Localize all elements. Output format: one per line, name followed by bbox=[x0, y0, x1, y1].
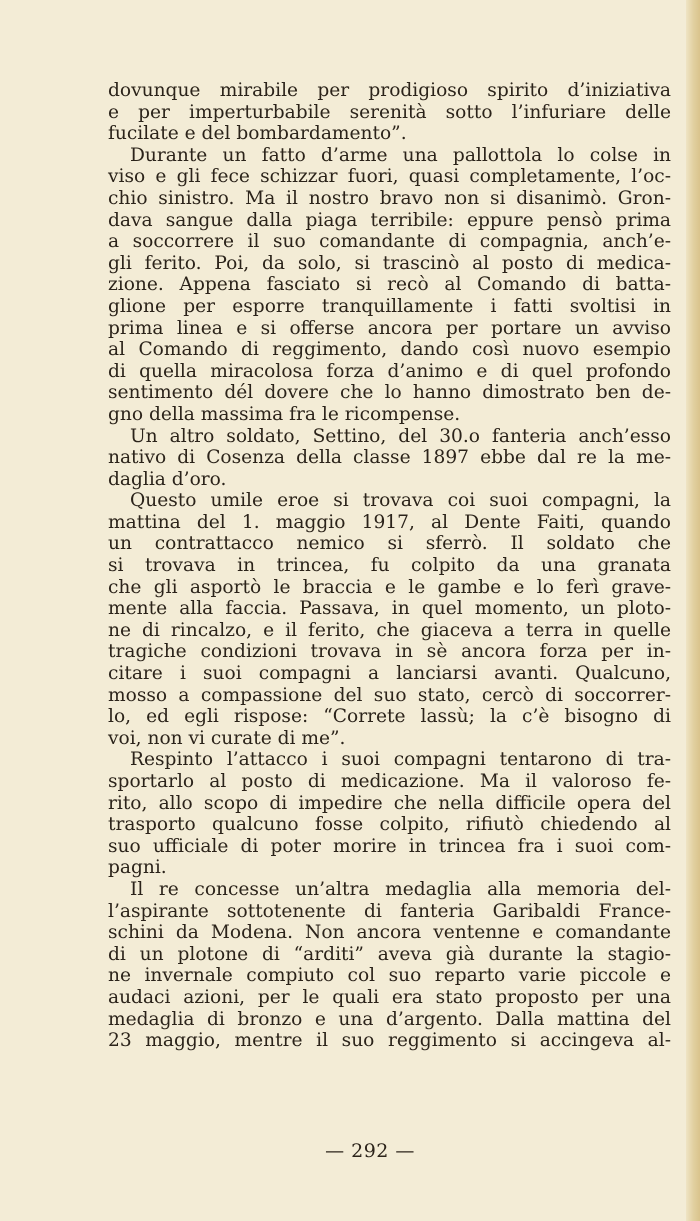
text-line: pagni. bbox=[108, 857, 167, 879]
text-line: e per imperturbabile serenità sotto l’infuriare delle bbox=[108, 101, 671, 123]
text-line: trasporto qualcuno fosse colpito, rifiutò chiedendo al bbox=[108, 814, 671, 836]
text-line: si trovava in trincea, fu colpito da una granata bbox=[108, 555, 671, 577]
text-line: nativo di Cosenza della classe 1897 ebbe dal re la me- bbox=[108, 447, 671, 469]
text-line: prima linea e si offerse ancora per portare un avviso bbox=[108, 317, 671, 339]
text-line: mente alla faccia. Passava, in quel momento, un ploto- bbox=[108, 598, 671, 620]
text-line: sportarlo al posto di medicazione. Ma il valoroso fe- bbox=[108, 771, 671, 792]
text-line: Il re concesse un’altra medaglia alla memoria del- bbox=[130, 878, 671, 900]
text-line: che gli asportò le braccia e le gambe e lo ferì grave- bbox=[108, 576, 671, 598]
text-line: chio sinistro. Ma il nostro bravo non si disanimò. Gron- bbox=[108, 187, 671, 209]
text-line: medaglia di bronzo e una d’argento. Dalla mattina del bbox=[108, 1008, 671, 1030]
text-line: fucilate e del bombardamento”. bbox=[108, 123, 407, 145]
text-line: gno della massima fra le ricompense. bbox=[108, 403, 461, 425]
text-line: daglia d’oro. bbox=[108, 468, 227, 490]
text-line: mosso a compassione del suo stato, cercò di soccorrer- bbox=[108, 684, 671, 706]
text-line: voi, non vi curate di me”. bbox=[108, 727, 346, 749]
text-line: ne di rincalzo, e il ferito, che giaceva a terra in quelle bbox=[108, 619, 671, 641]
body-text bbox=[108, 80, 671, 1052]
text-line: Durante un fatto d’arme una pallottola lo colse in bbox=[130, 144, 671, 166]
text-line: dovunque mirabile per prodigioso spirito d’iniziativa bbox=[108, 80, 671, 101]
text-line: glione per esporre tranquillamente i fatti svoltisi in bbox=[108, 295, 671, 317]
text-line: di quella miracolosa forza d’animo e di quel profondo bbox=[108, 360, 671, 382]
text-line: di un plotone di “arditi” aveva già durante la stagio- bbox=[108, 943, 671, 965]
text-line: viso e gli fece schizzar fuori, quasi completamente, l’oc- bbox=[108, 166, 671, 188]
text-line: suo ufficiale di poter morire in trincea fra i suoi com- bbox=[108, 835, 671, 857]
text-line: tragiche condizioni trovava in sè ancora forza per in- bbox=[108, 641, 671, 663]
text-line: al Comando di reggimento, dando così nuovo esempio bbox=[108, 339, 671, 361]
text-line: Questo umile eroe si trovava coi suoi compagni, la bbox=[130, 490, 671, 512]
text-line: rito, allo scopo di impedire che nella difficile opera del bbox=[108, 792, 671, 814]
text-line: dava sangue dalla piaga terribile: eppure pensò prima bbox=[108, 209, 671, 231]
page-number: — 292 — bbox=[325, 1140, 415, 1162]
text-line: l’aspirante sottotenente di fanteria Garibaldi France- bbox=[108, 900, 671, 922]
text-line: audaci azioni, per le quali era stato proposto per una bbox=[108, 986, 671, 1008]
text-line: lo, ed egli rispose: “Correte lassù; la c’è bisogno di bbox=[108, 706, 671, 728]
text-line: schini da Modena. Non ancora ventenne e comandante bbox=[108, 922, 671, 944]
text-line: gli ferito. Poi, da solo, si trascinò al posto di medica- bbox=[108, 252, 671, 274]
text-line: citare i suoi compagni a lanciarsi avanti. Qualcuno, bbox=[108, 663, 671, 685]
text-line: 23 maggio, mentre il suo reggimento si accingeva al- bbox=[108, 1030, 671, 1052]
text-line: sentimento dél dovere che lo hanno dimostrato ben de- bbox=[108, 382, 671, 404]
text-line: zione. Appena fasciato si recò al Comando di batta- bbox=[108, 274, 671, 296]
text-line: Un altro soldato, Settino, del 30.o fanteria anch’esso bbox=[130, 425, 671, 447]
text-line: mattina del 1. maggio 1917, al Dente Faiti, quando bbox=[108, 511, 671, 533]
text-line: ne invernale compiuto col suo reparto varie piccole e bbox=[108, 965, 671, 987]
text-line: un contrattacco nemico si sferrò. Il soldato che bbox=[108, 533, 671, 555]
page-edge bbox=[686, 0, 700, 1221]
text-line: a soccorrere il suo comandante di compagnia, anch’e- bbox=[108, 231, 671, 253]
text-line: Respinto l’attacco i suoi compagni tentarono di tra- bbox=[130, 749, 671, 771]
